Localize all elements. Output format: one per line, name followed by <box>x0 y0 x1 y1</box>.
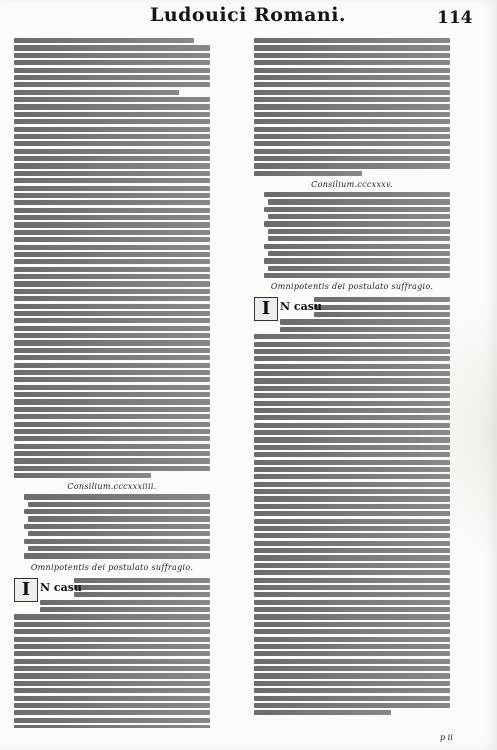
text-line <box>268 266 450 271</box>
text-line <box>254 563 450 568</box>
text-line <box>254 342 450 347</box>
text-line <box>14 112 210 117</box>
text-line <box>314 312 450 317</box>
text-line <box>254 68 450 73</box>
text-line <box>254 511 450 516</box>
text-line <box>14 53 210 58</box>
text-line <box>254 541 450 546</box>
text-line <box>28 546 210 551</box>
text-line <box>14 200 210 205</box>
text-line <box>254 452 450 457</box>
text-line <box>14 237 210 242</box>
text-line <box>28 502 210 507</box>
text-line <box>14 451 210 456</box>
text-line <box>254 703 450 708</box>
text-line <box>254 141 450 146</box>
text-line <box>254 171 362 176</box>
text-line <box>254 614 450 619</box>
text-line <box>254 688 450 693</box>
text-line <box>254 60 450 65</box>
opening-paragraph <box>254 297 450 715</box>
text-line <box>268 236 450 241</box>
consilium-heading: Consilium.cccxxxv. <box>311 179 393 189</box>
text-line <box>254 38 450 43</box>
text-line <box>254 607 450 612</box>
text-line <box>14 436 210 441</box>
text-line <box>40 607 210 612</box>
signature-mark: p ii <box>440 733 453 742</box>
text-line <box>268 199 450 204</box>
text-line <box>14 340 210 345</box>
text-line <box>14 710 210 715</box>
text-line <box>254 644 450 649</box>
text-line <box>14 252 210 257</box>
text-line <box>254 163 450 168</box>
text-line <box>24 494 210 499</box>
text-line <box>14 333 210 338</box>
text-line <box>254 90 450 95</box>
text-line <box>28 516 210 521</box>
text-line <box>14 127 210 132</box>
text-line <box>254 364 450 369</box>
text-line <box>14 637 210 642</box>
text-line <box>14 289 210 294</box>
text-line <box>14 718 210 723</box>
text-line <box>14 629 210 634</box>
text-line <box>254 401 450 406</box>
text-line <box>14 141 210 146</box>
text-line <box>254 526 450 531</box>
text-line <box>74 592 210 597</box>
text-line <box>254 578 450 583</box>
text-line <box>14 156 210 161</box>
text-line <box>14 38 194 43</box>
text-line <box>14 318 210 323</box>
text-line <box>14 326 210 331</box>
text-line <box>14 703 210 708</box>
text-line <box>254 437 450 442</box>
text-line <box>14 466 210 471</box>
text-line <box>254 696 450 701</box>
text-line <box>24 509 210 514</box>
text-line <box>254 334 450 339</box>
text-line <box>14 90 179 95</box>
text-line <box>254 637 450 642</box>
text-line <box>14 666 210 671</box>
folio-number: 114 <box>437 8 473 28</box>
text-line <box>254 622 450 627</box>
text-line <box>254 673 450 678</box>
paragraph-block <box>254 38 450 176</box>
text-line <box>254 496 450 501</box>
text-line <box>254 430 450 435</box>
text-line <box>14 178 210 183</box>
text-line <box>14 348 210 353</box>
text-line <box>254 75 450 80</box>
text-line <box>14 259 210 264</box>
drop-initial: I <box>254 297 278 321</box>
text-line <box>314 297 450 302</box>
text-line <box>14 75 210 80</box>
text-line <box>14 444 210 449</box>
text-line <box>254 104 450 109</box>
text-line <box>254 570 450 575</box>
text-line <box>14 370 210 375</box>
text-line <box>14 274 210 279</box>
opening-words: N casu <box>280 300 322 314</box>
text-line <box>254 533 450 538</box>
text-line <box>254 112 450 117</box>
text-line <box>14 644 210 649</box>
text-line <box>14 473 151 478</box>
text-line <box>254 519 450 524</box>
text-line <box>24 553 210 558</box>
text-line <box>14 245 210 250</box>
invocation-heading: Omnipotentis dei postulato suffragio. <box>270 282 434 292</box>
numbered-list <box>14 494 210 558</box>
text-line <box>254 356 450 361</box>
text-line <box>14 208 210 213</box>
text-line <box>254 134 450 139</box>
text-line <box>14 696 210 701</box>
text-line <box>14 134 210 139</box>
text-line <box>254 651 450 656</box>
text-line <box>14 622 210 627</box>
text-line <box>268 229 450 234</box>
text-line <box>254 666 450 671</box>
text-line <box>14 363 210 368</box>
text-line <box>24 539 210 544</box>
text-column-right <box>254 38 450 728</box>
text-line <box>14 355 210 360</box>
text-line <box>14 193 210 198</box>
text-line <box>254 371 450 376</box>
text-line <box>264 244 450 249</box>
text-line <box>14 681 210 686</box>
text-line <box>254 585 450 590</box>
text-line <box>254 127 450 132</box>
text-line <box>14 414 210 419</box>
text-line <box>254 555 450 560</box>
running-head: Ludouici Romani. <box>149 4 347 26</box>
text-line <box>24 524 210 529</box>
text-line <box>14 267 210 272</box>
text-line <box>14 688 210 693</box>
text-line <box>254 600 450 605</box>
text-line <box>254 408 450 413</box>
text-line <box>14 97 210 102</box>
text-line <box>254 460 450 465</box>
text-line <box>14 458 210 463</box>
text-line <box>14 104 210 109</box>
drop-initial: I <box>14 578 38 602</box>
text-line <box>14 651 210 656</box>
text-line <box>14 311 210 316</box>
text-line <box>14 725 210 728</box>
text-line <box>254 629 450 634</box>
text-line <box>268 214 450 219</box>
text-line <box>14 422 210 427</box>
text-line <box>254 386 450 391</box>
text-line <box>40 600 210 605</box>
text-line <box>254 393 450 398</box>
opening-paragraph <box>14 578 210 729</box>
text-line <box>264 273 450 278</box>
text-line <box>14 82 210 87</box>
text-line <box>254 445 450 450</box>
text-column-left <box>14 38 210 728</box>
text-line <box>14 659 210 664</box>
text-line <box>254 415 450 420</box>
text-line <box>254 349 450 354</box>
text-line <box>254 82 450 87</box>
text-line <box>254 474 450 479</box>
text-line <box>254 710 391 715</box>
text-line <box>14 149 210 154</box>
numbered-list <box>254 192 450 278</box>
text-line <box>314 305 450 310</box>
text-line <box>254 53 450 58</box>
text-line <box>74 585 210 590</box>
text-line <box>254 482 450 487</box>
text-line <box>254 119 450 124</box>
text-line <box>254 489 450 494</box>
text-line <box>254 504 450 509</box>
text-line <box>254 156 450 161</box>
text-line <box>14 68 210 73</box>
text-line <box>254 548 450 553</box>
text-line <box>14 429 210 434</box>
text-line <box>14 392 210 397</box>
text-line <box>264 258 450 263</box>
consilium-heading: Consilium.cccxxxiiii. <box>67 482 157 492</box>
text-line <box>14 673 210 678</box>
text-line <box>14 407 210 412</box>
text-line <box>14 215 210 220</box>
page-header <box>0 4 497 34</box>
text-line <box>28 531 210 536</box>
text-line <box>264 192 450 197</box>
text-line <box>254 681 450 686</box>
text-line <box>14 119 210 124</box>
text-line <box>254 97 450 102</box>
text-line <box>14 45 210 50</box>
text-line <box>254 423 450 428</box>
text-line <box>74 578 210 583</box>
text-line <box>14 281 210 286</box>
invocation-heading: Omnipotentis dei postulato suffragio. <box>30 562 194 572</box>
text-line <box>14 230 210 235</box>
text-line <box>14 60 210 65</box>
opening-words: N casu <box>40 580 82 594</box>
text-line <box>254 659 450 664</box>
text-line <box>254 467 450 472</box>
text-line <box>14 222 210 227</box>
text-line <box>254 149 450 154</box>
text-line <box>14 186 210 191</box>
text-line <box>14 171 210 176</box>
text-line <box>280 319 450 324</box>
text-line <box>264 207 450 212</box>
text-line <box>264 221 450 226</box>
text-line <box>14 377 210 382</box>
text-line <box>254 378 450 383</box>
text-line <box>254 592 450 597</box>
text-line <box>268 251 450 256</box>
text-line <box>254 45 450 50</box>
text-line <box>280 327 450 332</box>
text-line <box>14 614 210 619</box>
text-line <box>14 399 210 404</box>
paragraph-block <box>14 38 210 478</box>
text-line <box>14 163 210 168</box>
text-line <box>14 385 210 390</box>
text-line <box>14 304 210 309</box>
text-line <box>14 296 210 301</box>
